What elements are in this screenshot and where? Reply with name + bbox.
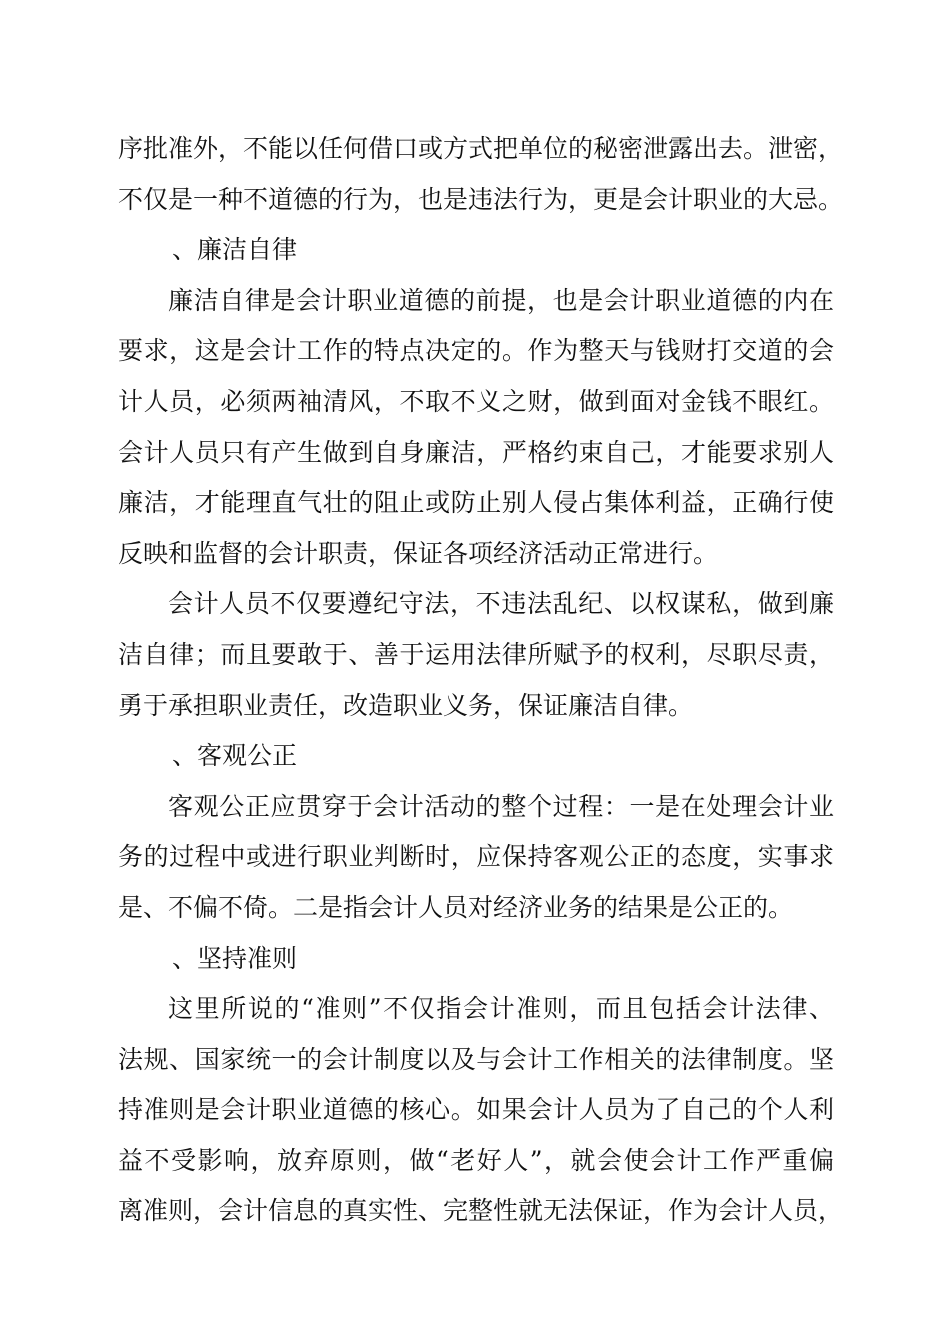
- section-heading-jianchi: 、坚持准则: [172, 943, 298, 973]
- text-line: 这里所说的“准则”不仅指会计准则，而且包括会计法律、: [168, 994, 834, 1024]
- text-line: 会计人员只有产生做到自身廉洁，严格约束自己，才能要求别人: [118, 437, 834, 467]
- section-heading-keguan: 、客观公正: [172, 741, 298, 771]
- text-line: 会计人员不仅要遵纪守法，不违法乱纪、以权谋私，做到廉: [168, 589, 834, 619]
- text-line: 廉洁，才能理直气壮的阻止或防止别人侵占集体利益，正确行使: [118, 488, 834, 518]
- text-line: 不仅是一种不道德的行为，也是违法行为，更是会计职业的大忌。: [118, 184, 844, 214]
- text-line: 勇于承担职业责任，改造职业义务，保证廉洁自律。: [118, 690, 694, 720]
- text-line: 反映和监督的会计职责，保证各项经济活动正常进行。: [118, 538, 719, 568]
- document-body: [118, 124, 844, 1237]
- text-line: 客观公正应贯穿于会计活动的整个过程：一是在处理会计业: [168, 791, 834, 821]
- section-heading-lianjie: 、廉洁自律: [172, 235, 298, 265]
- text-line: 法规、国家统一的会计制度以及与会计工作相关的法律制度。坚: [118, 1044, 834, 1074]
- text-line: 持准则是会计职业道德的核心。如果会计人员为了自己的个人利: [118, 1095, 834, 1125]
- text-line: 务的过程中或进行职业判断时，应保持客观公正的态度，实事求: [118, 842, 834, 872]
- text-line: 洁自律；而且要敢于、善于运用法律所赋予的权利，尽职尽责，: [118, 639, 834, 669]
- text-line: 是、不偏不倚。二是指会计人员对经济业务的结果是公正的。: [118, 892, 794, 922]
- text-line: 离准则，会计信息的真实性、完整性就无法保证，作为会计人员，: [118, 1196, 844, 1226]
- text-line: 益不受影响，放弃原则，做“老好人”，就会使会计工作严重偏: [118, 1145, 834, 1175]
- text-line: 要求，这是会计工作的特点决定的。作为整天与钱财打交道的会: [118, 336, 834, 366]
- text-line: 廉洁自律是会计职业道德的前提，也是会计职业道德的内在: [168, 285, 834, 315]
- text-line: 计人员，必须两袖清风，不取不义之财，做到面对金钱不眼红。: [118, 386, 834, 416]
- text-line: 序批准外，不能以任何借口或方式把单位的秘密泄露出去。泄密，: [118, 134, 844, 163]
